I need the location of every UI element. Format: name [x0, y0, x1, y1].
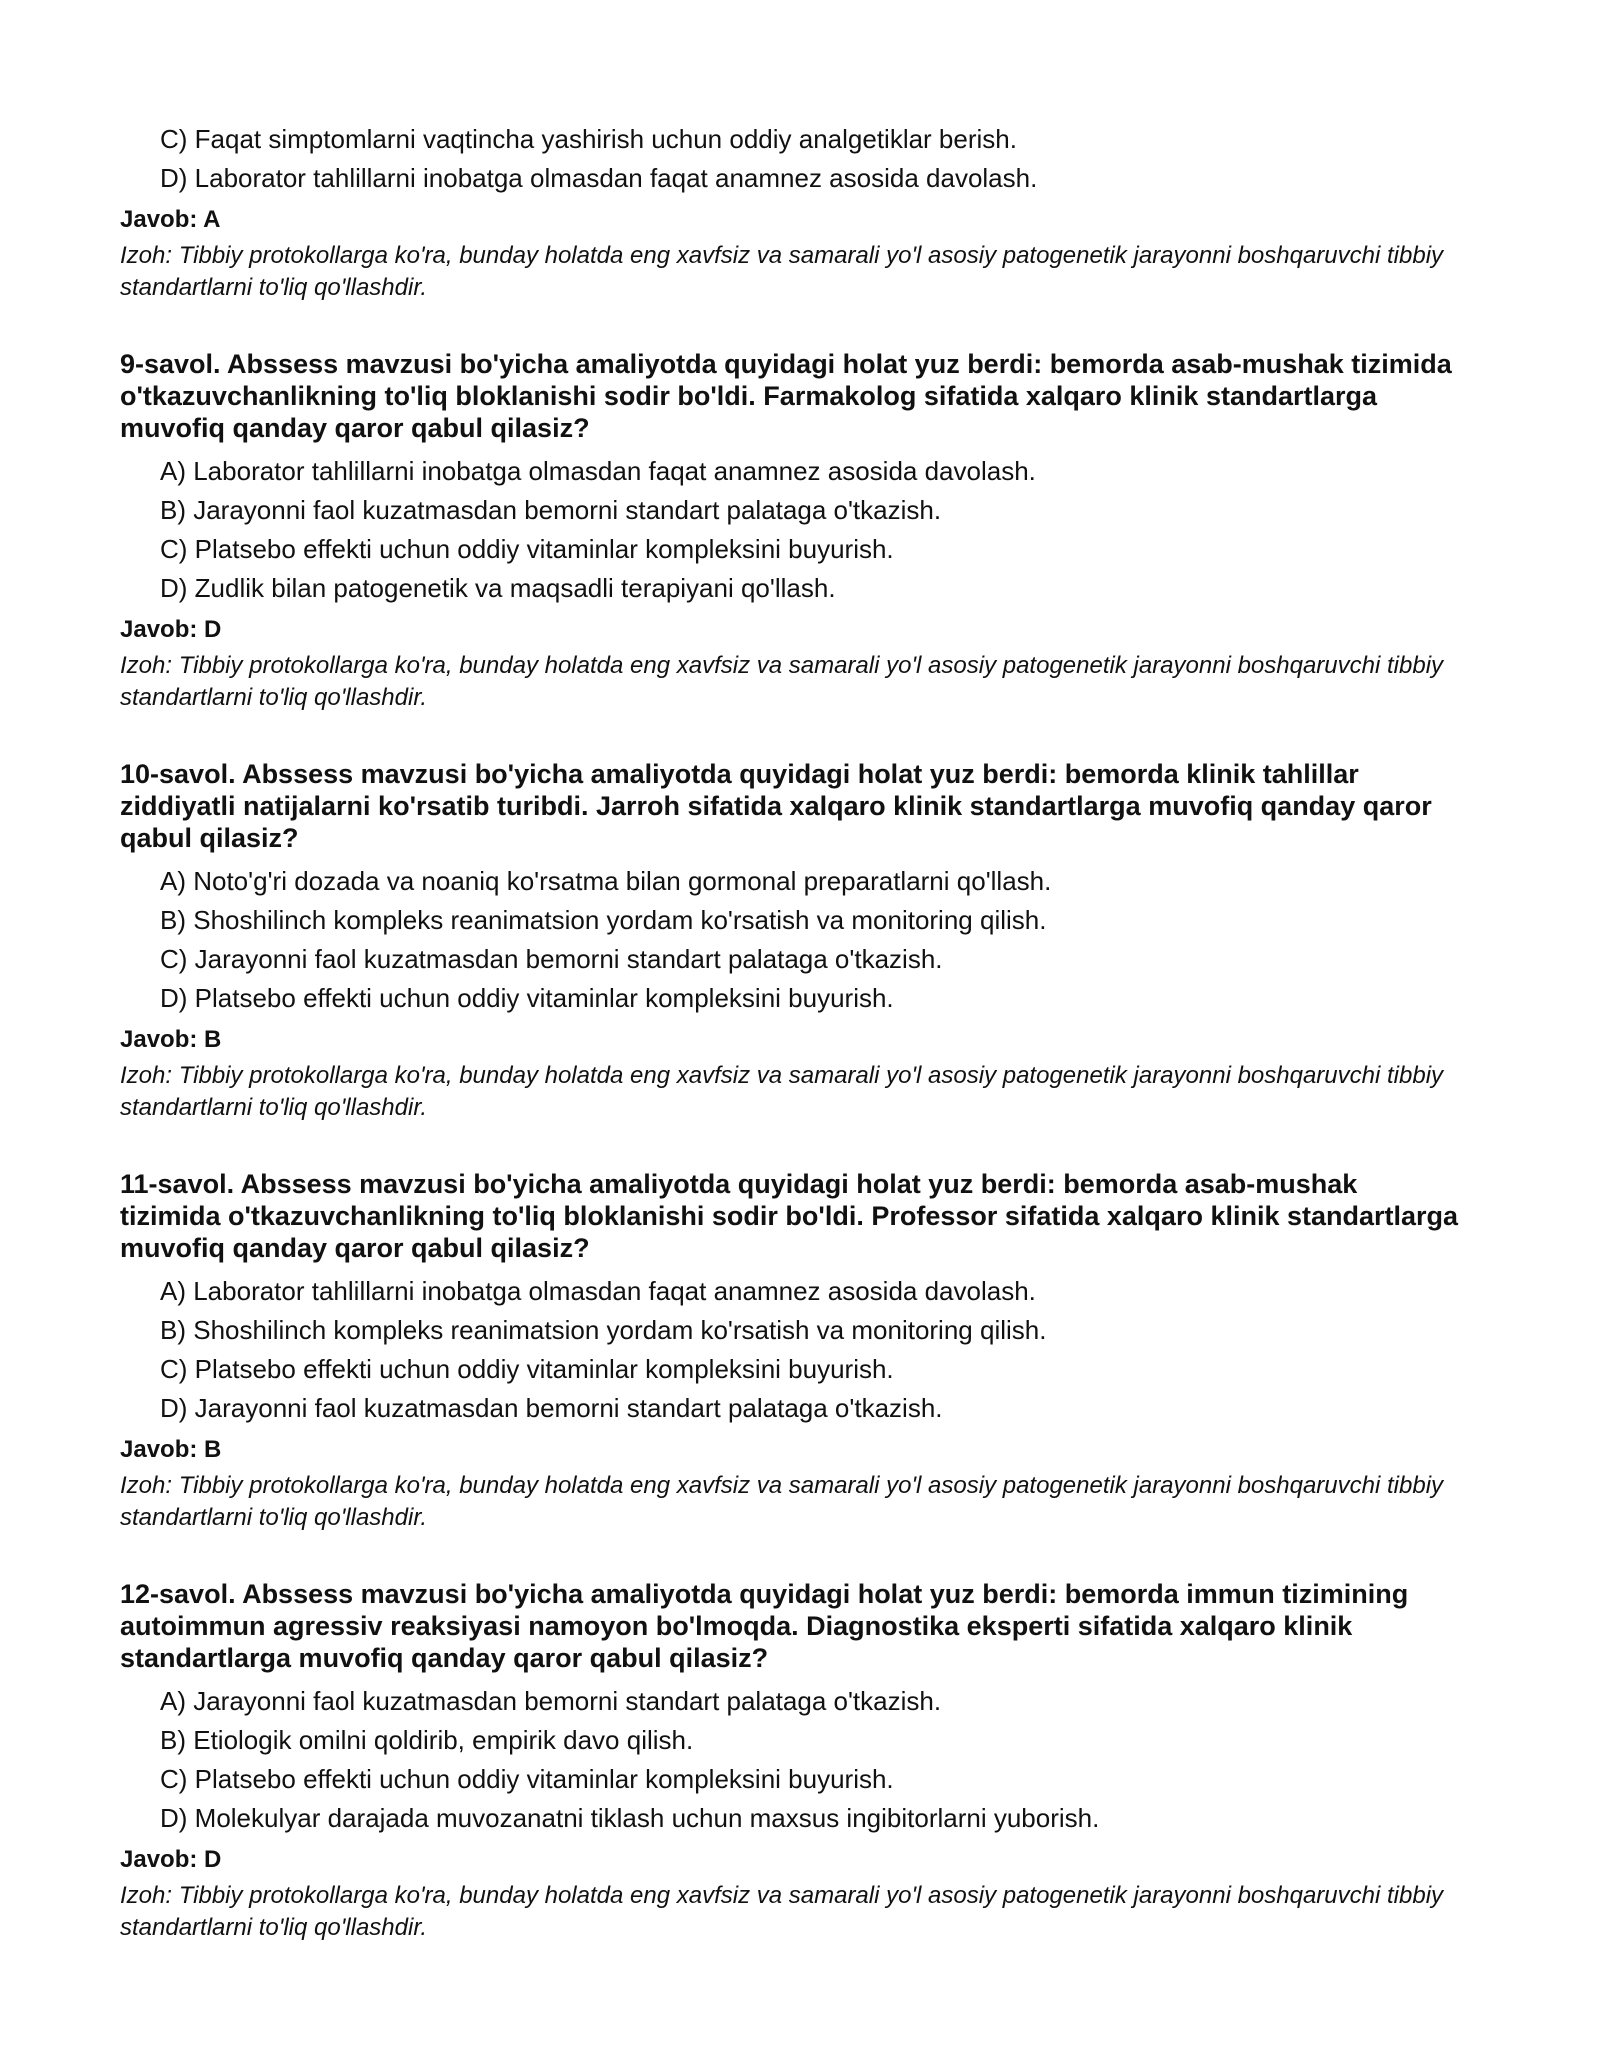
option-c: C) Platsebo effekti uchun oddiy vitaminlar kompleksini buyurish.	[160, 1354, 894, 1384]
explanation-note: Izoh: Tibbiy protokollarga ko'ra, bunday holatda eng xavfsiz va samarali yo'l asosiy patogenetik jarayonni boshqaruvchi tibbiy standartlarni to'liq qo'llashdir.	[120, 652, 1444, 711]
options-list	[120, 120, 1460, 198]
option-b: B) Etiologik omilni qoldirib, empirik davo qilish.	[160, 1725, 694, 1755]
option-a: A) Laborator tahlillarni inobatga olmasdan faqat anamnez asosida davolash.	[160, 1276, 1036, 1306]
options-list	[120, 1272, 1460, 1428]
option-a: A) Laborator tahlillarni inobatga olmasdan faqat anamnez asosida davolash.	[160, 456, 1036, 486]
options-list	[120, 1682, 1460, 1838]
explanation-note: Izoh: Tibbiy protokollarga ko'ra, bunday holatda eng xavfsiz va samarali yo'l asosiy patogenetik jarayonni boshqaruvchi tibbiy standartlarni to'liq qo'llashdir.	[120, 242, 1444, 301]
answer-label: Javob: D	[120, 1846, 222, 1873]
option-d: D) Molekulyar darajada muvozanatni tiklash uchun maxsus ingibitorlarni yuborish.	[160, 1803, 1100, 1833]
option-c: C) Jarayonni faol kuzatmasdan bemorni standart palataga o'tkazish.	[160, 944, 943, 974]
question-block-10	[120, 758, 1460, 1124]
option-d: D) Jarayonni faol kuzatmasdan bemorni standart palataga o'tkazish.	[160, 1393, 943, 1423]
explanation-note: Izoh: Tibbiy protokollarga ko'ra, bunday holatda eng xavfsiz va samarali yo'l asosiy patogenetik jarayonni boshqaruvchi tibbiy standartlarni to'liq qo'llashdir.	[120, 1062, 1444, 1121]
question-text: 11-savol. Abssess mavzusi bo'yicha amaliyotda quyidagi holat yuz berdi: bemorda asab-mushak tizimida o'tkazuvchanlikning to'liq bloklanishi sodir bo'ldi. Professor sifatida xalqaro klinik standartlarga muvofiq qanday qaror qabul qilasiz?	[120, 1169, 1459, 1263]
question-text: 12-savol. Abssess mavzusi bo'yicha amaliyotda quyidagi holat yuz berdi: bemorda immun tizimining autoimmun agressiv reaksiyasi namoyon bo'lmoqda. Diagnostika eksperti sifatida xalqaro klinik standartlarga muvofiq qanday qaror qabul qilasiz?	[120, 1579, 1409, 1673]
option-b: B) Shoshilinch kompleks reanimatsion yordam ko'rsatish va monitoring qilish.	[160, 1315, 1047, 1345]
option-c: C) Faqat simptomlarni vaqtincha yashirish uchun oddiy analgetiklar berish.	[160, 124, 1017, 154]
question-text: 10-savol. Abssess mavzusi bo'yicha amaliyotda quyidagi holat yuz berdi: bemorda klinik tahlillar ziddiyatli natijalarni ko'rsatib turibdi. Jarroh sifatida xalqaro klinik standartlarga muvofiq qanday qaror qabul qilasiz?	[120, 759, 1432, 853]
question-text: 9-savol. Abssess mavzusi bo'yicha amaliyotda quyidagi holat yuz berdi: bemorda asab-mushak tizimida o'tkazuvchanlikning to'liq bloklanishi sodir bo'ldi. Farmakolog sifatida xalqaro klinik standartlarga muvofiq qanday qaror qabul qilasiz?	[120, 349, 1452, 443]
option-b: B) Shoshilinch kompleks reanimatsion yordam ko'rsatish va monitoring qilish.	[160, 905, 1047, 935]
question-block-11	[120, 1168, 1460, 1534]
question-block-12	[120, 1578, 1460, 1944]
answer-label: Javob: A	[120, 206, 221, 233]
explanation-note: Izoh: Tibbiy protokollarga ko'ra, bunday holatda eng xavfsiz va samarali yo'l asosiy patogenetik jarayonni boshqaruvchi tibbiy standartlarni to'liq qo'llashdir.	[120, 1472, 1444, 1531]
option-d: D) Zudlik bilan patogenetik va maqsadli terapiyani qo'llash.	[160, 573, 836, 603]
answer-label: Javob: D	[120, 616, 222, 643]
question-block-9	[120, 348, 1460, 714]
options-list	[120, 862, 1460, 1018]
option-c: C) Platsebo effekti uchun oddiy vitaminlar kompleksini buyurish.	[160, 1764, 894, 1794]
option-a: A) Jarayonni faol kuzatmasdan bemorni standart palataga o'tkazish.	[160, 1686, 942, 1716]
question-block-partial	[120, 120, 1460, 304]
explanation-note: Izoh: Tibbiy protokollarga ko'ra, bunday holatda eng xavfsiz va samarali yo'l asosiy patogenetik jarayonni boshqaruvchi tibbiy standartlarni to'liq qo'llashdir.	[120, 1882, 1444, 1941]
answer-label: Javob: B	[120, 1026, 222, 1053]
document-page	[120, 120, 1460, 1988]
answer-label: Javob: B	[120, 1436, 222, 1463]
option-c: C) Platsebo effekti uchun oddiy vitaminlar kompleksini buyurish.	[160, 534, 894, 564]
options-list	[120, 452, 1460, 608]
option-d: D) Laborator tahlillarni inobatga olmasdan faqat anamnez asosida davolash.	[160, 163, 1038, 193]
option-a: A) Noto'g'ri dozada va noaniq ko'rsatma bilan gormonal preparatlarni qo'llash.	[160, 866, 1052, 896]
option-d: D) Platsebo effekti uchun oddiy vitaminlar kompleksini buyurish.	[160, 983, 894, 1013]
option-b: B) Jarayonni faol kuzatmasdan bemorni standart palataga o'tkazish.	[160, 495, 942, 525]
